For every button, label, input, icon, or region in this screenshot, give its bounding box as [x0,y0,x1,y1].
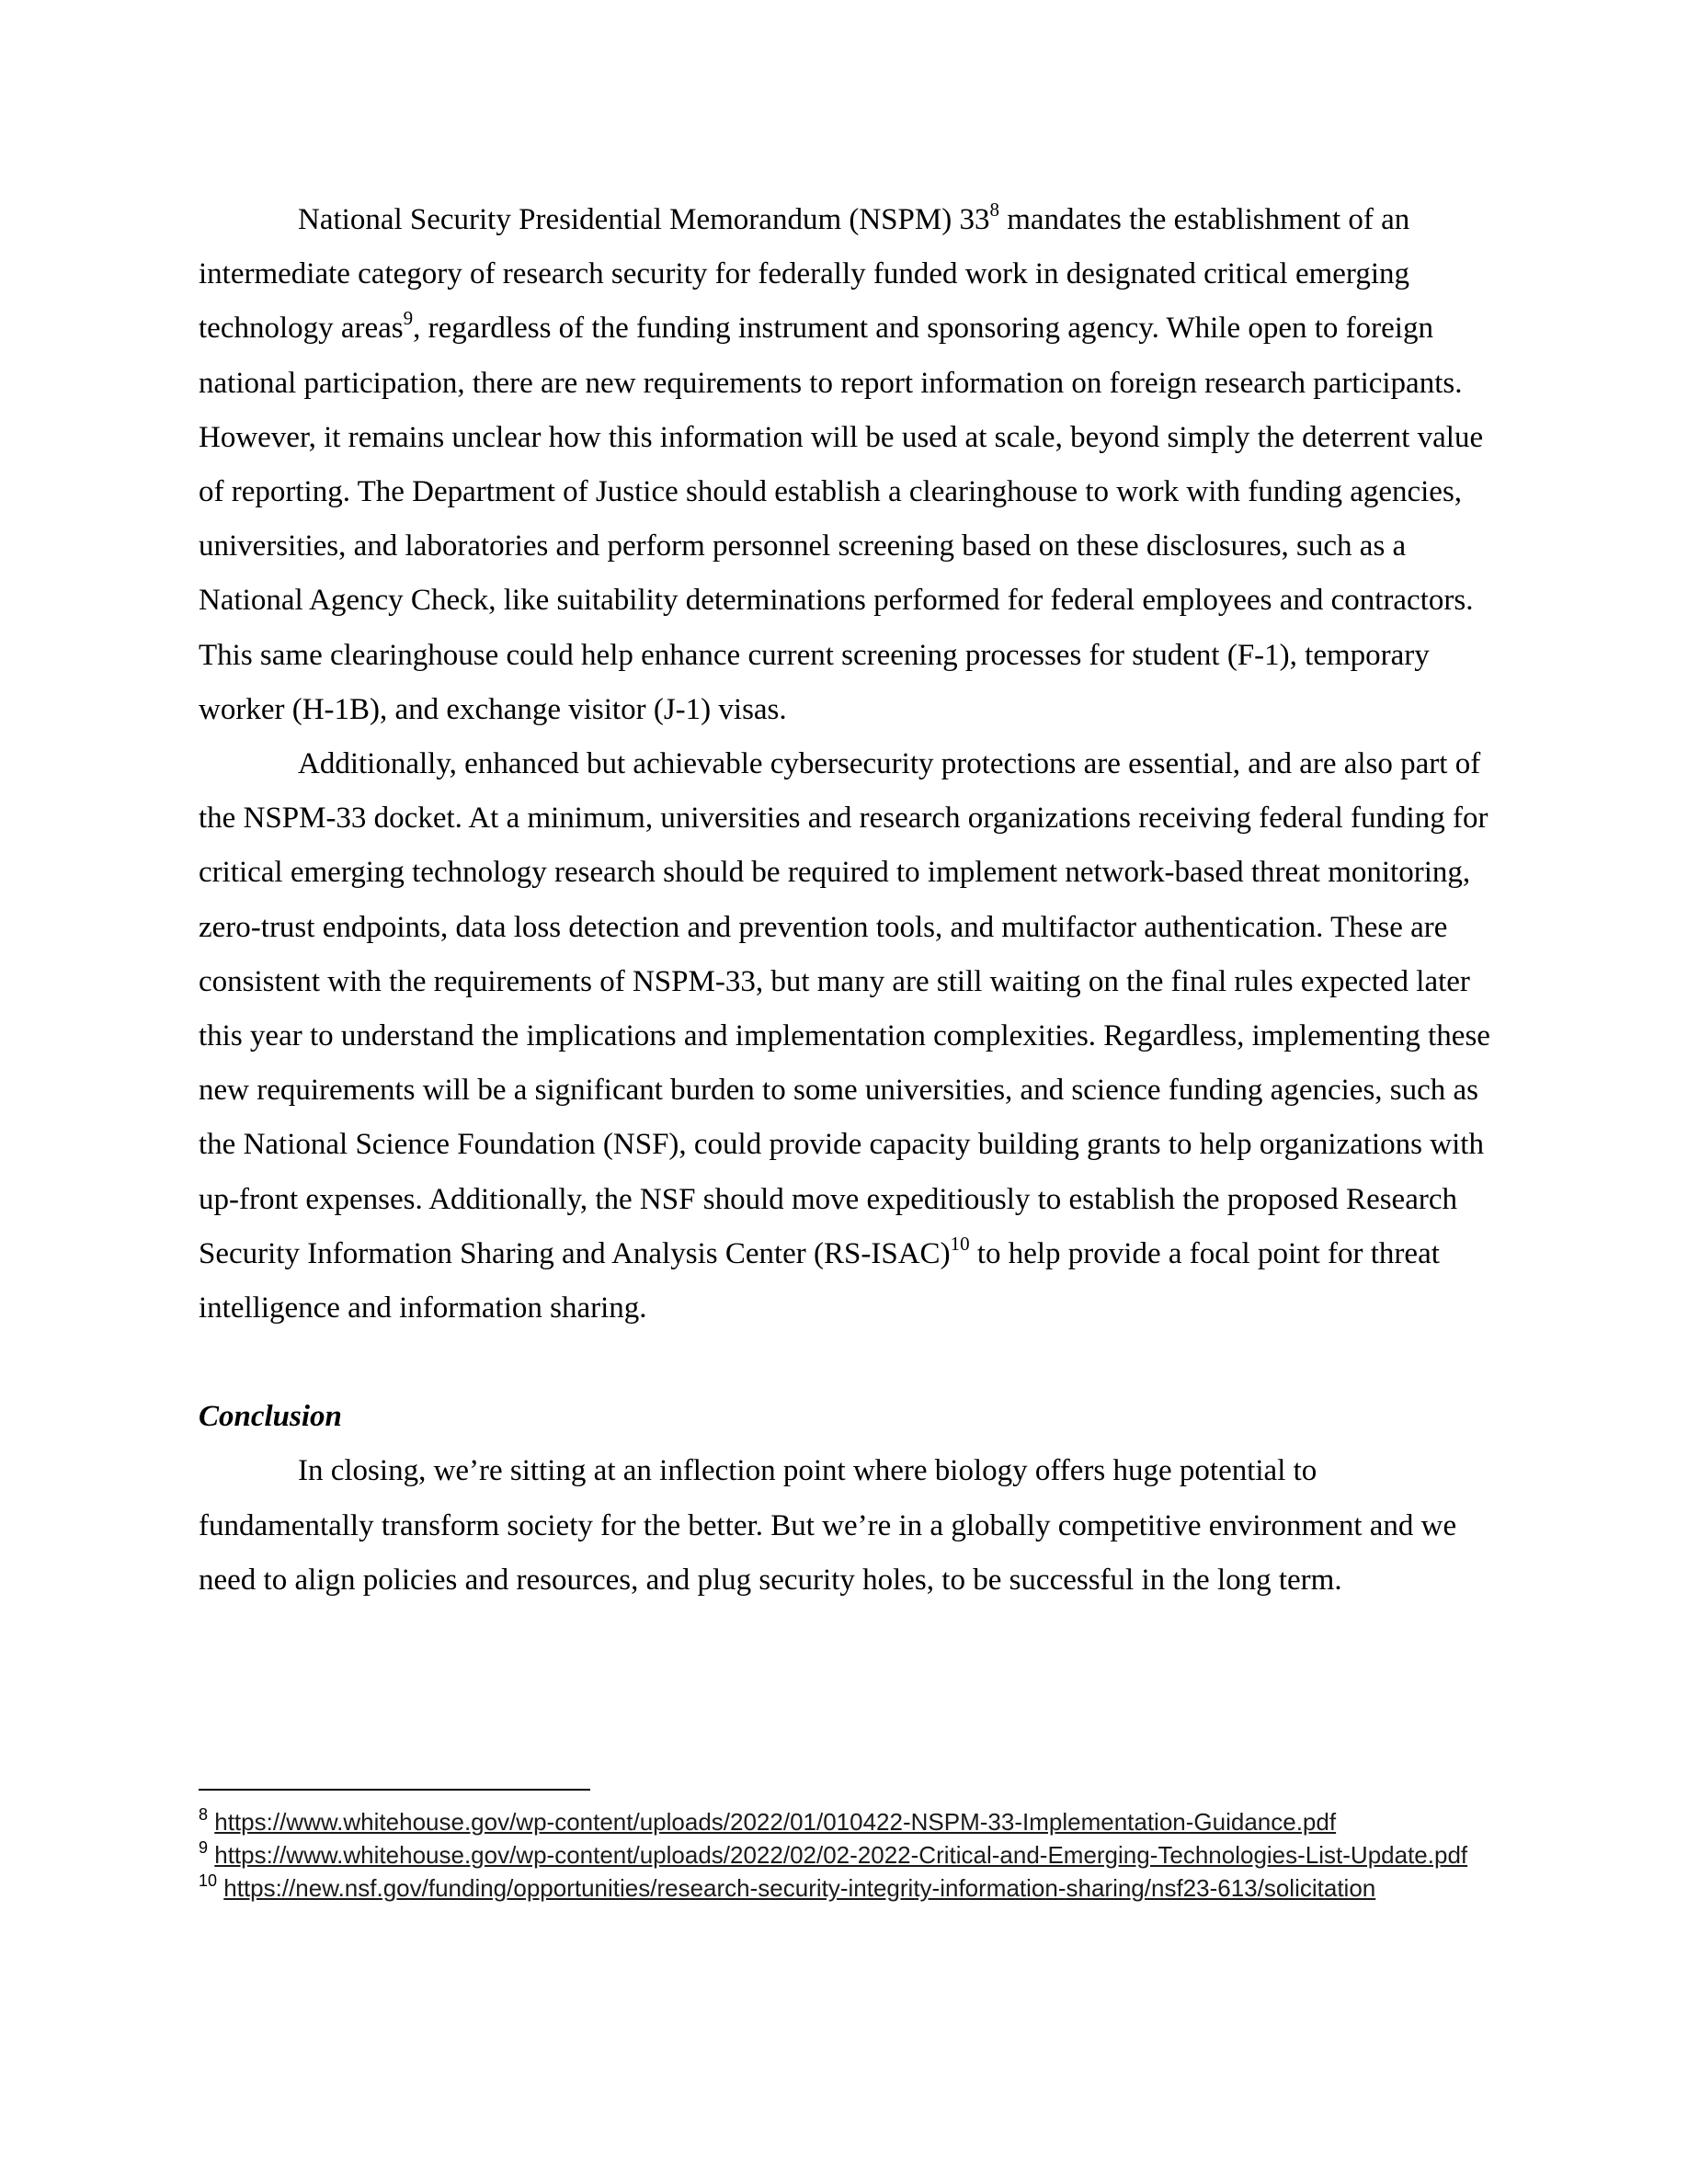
footnote-number: 8 [199,1805,209,1825]
footnote-link[interactable]: https://www.whitehouse.gov/wp-content/uploads/2022/01/010422-NSPM-33-Implementation-Guidance.pdf [214,1808,1337,1836]
footnote-link[interactable]: https://www.whitehouse.gov/wp-content/uploads/2022/02/02-2022-Critical-and-Emerging-Technologies-List-Update.pdf [214,1841,1468,1869]
footnote-9 [199,1838,1495,1871]
paragraph-nspm-33 [199,193,1495,737]
footnote-number: 10 [199,1871,218,1891]
paragraph-text: Additionally, enhanced but achievable cybersecurity protections are essential, and are also part of the NSPM-33 docket. At a minimum, universities and research organizations receiving federal funding for critical emerging technology research should be required to implement network-based threat monitoring, zero-trust endpoints, data loss detection and prevention tools, and multifactor authentication. These are consistent with the requirements of NSPM-33, but many are still waiting on the final rules expected later this year to understand the implications and implementation complexities. Regardless, implementing these new requirements will be a significant burden to some universities, and science funding agencies, such as the National Science Foundation (NSF), could provide capacity building grants to help organizations with up-front expenses. Additionally, the NSF should move expeditiously to establish the proposed Research Security Information Sharing and Analysis Center (RS-ISAC) [199,747,1490,1270]
footnote-ref-9[interactable]: 9 [403,307,414,330]
paragraph-text: to help provide a focal point for threat intelligence and information sharing. [199,1236,1440,1325]
footnote-number: 9 [199,1838,209,1858]
footnote-8 [199,1805,1495,1838]
footnote-separator [199,1789,590,1791]
paragraph-text: National Security Presidential Memorandum (NSPM) 33 [298,203,990,236]
footnote-ref-10[interactable]: 10 [950,1232,970,1255]
footnotes-section [199,1789,1495,1905]
paragraph-conclusion: In closing, we’re sitting at an inflection point where biology offers huge potential to fundamentally transform society for the better. But we’re in a globally competitive environment and we need to align policies and resources, and plug security holes, to be successful in the long term. [199,1454,1457,1597]
footnote-ref-8[interactable]: 8 [989,199,999,221]
paragraph-text: mandates the establishment of an intermediate category of research security for federally funded work in designated critical emerging technology areas [199,203,1410,346]
footnote-10 [199,1871,1495,1905]
document-body [199,193,1495,1608]
paragraph-cybersecurity [199,737,1495,1336]
paragraph-text: , regardless of the funding instrument and sponsoring agency. While open to foreign national participation, there are new requirements to report information on foreign research participants. However, it remains unclear how this information will be used at scale, beyond simply the deterrent value of reporting. The Department of Justice should establish a clearinghouse to work with funding agencies, universities, and laboratories and perform personnel screening based on these disclosures, such as a National Agency Check, like suitability determinations performed for federal employees and contractors. This same clearinghouse could help enhance current screening processes for student (F-1), temporary worker (H-1B), and exchange visitor (J-1) visas. [199,312,1484,726]
conclusion-heading: Conclusion [199,1400,342,1434]
footnote-link[interactable]: https://new.nsf.gov/funding/opportunities/research-security-integrity-information-sharing/nsf23-613/solicitation [223,1874,1376,1902]
